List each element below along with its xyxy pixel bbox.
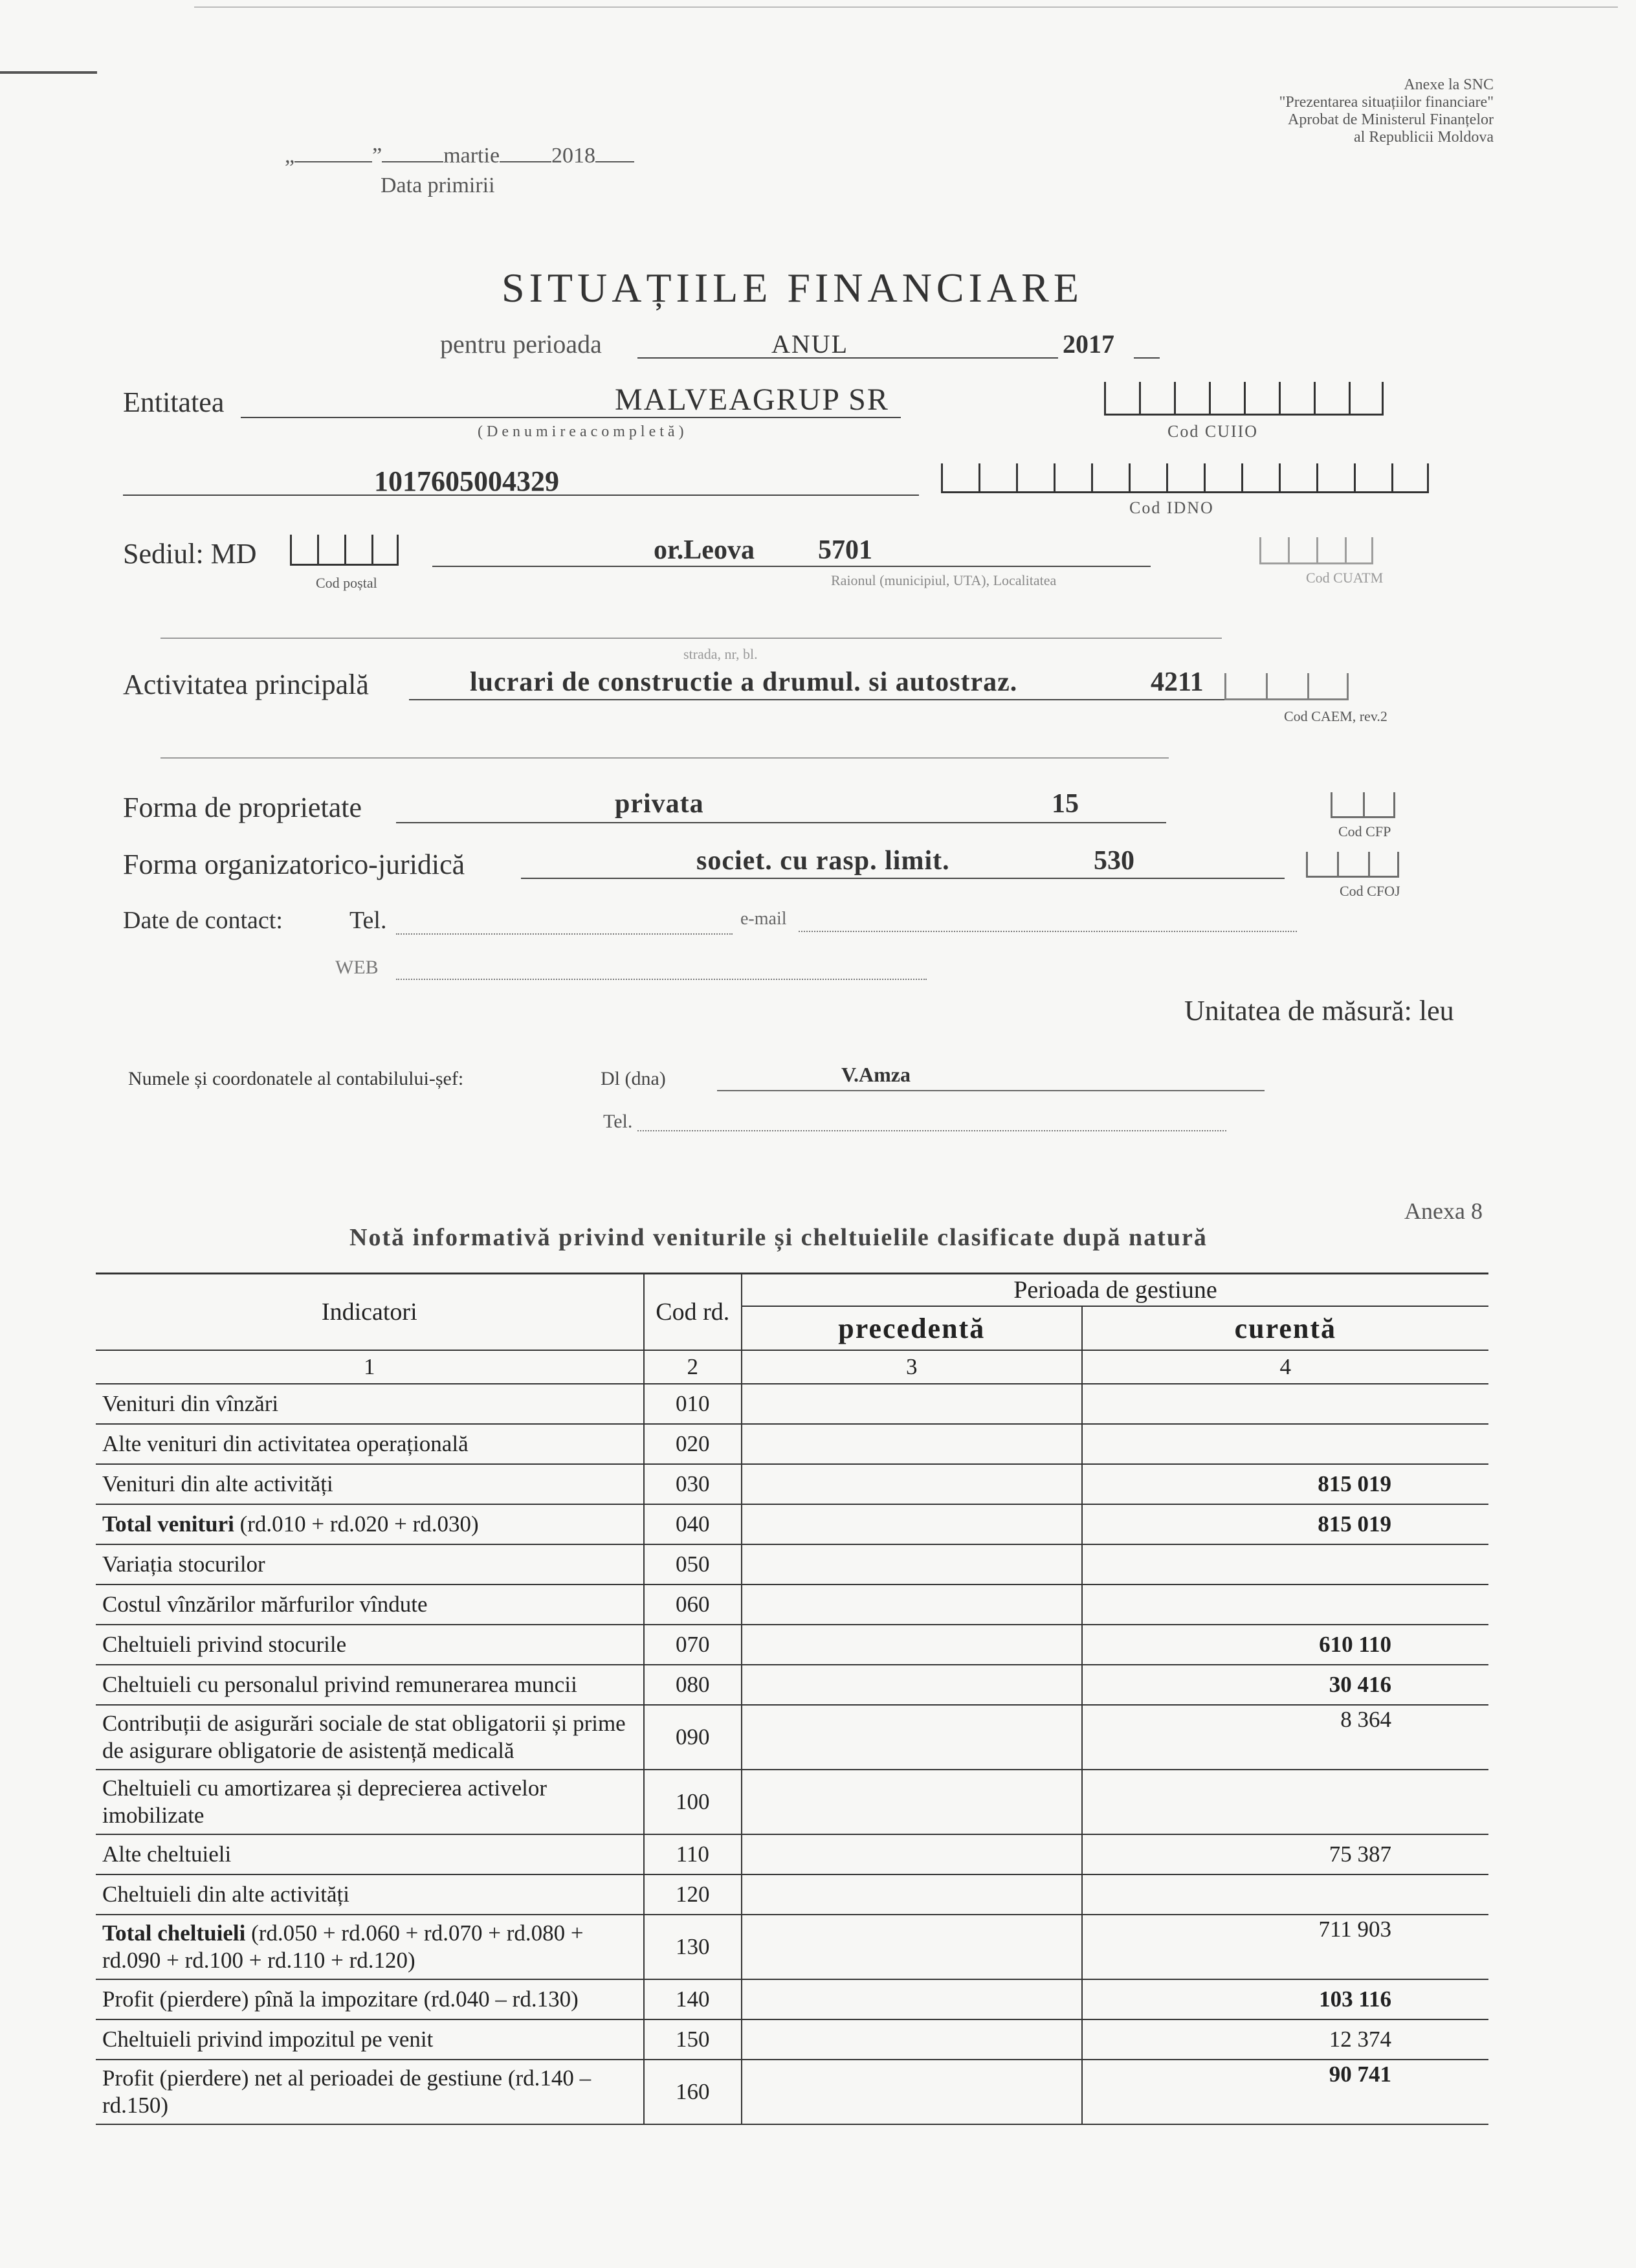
row-code: 140 [644, 1979, 742, 2019]
annex-line-2: "Prezentarea situațiilor financiare" [1279, 94, 1494, 111]
row-previous [742, 1705, 1082, 1770]
ownership-caption: Cod CFP [1338, 823, 1391, 839]
accountant-tel-label: Tel. [603, 1111, 633, 1132]
row-current: 30 416 [1082, 1665, 1488, 1705]
row-label: Cheltuieli cu amortizarea și deprecierea activelor imobilizate [96, 1770, 644, 1834]
accountant-label: Numele și coordonatele al contabilului-șef: [128, 1068, 464, 1089]
entity-name-caption: ( D e n u m i r e a c o m p l e t ă ) [478, 423, 684, 440]
receipt-label: Data primirii [381, 173, 495, 197]
table-row [96, 1424, 1488, 1464]
annex-header [1279, 76, 1494, 146]
cuiio-boxes [1104, 382, 1384, 416]
row-current: 90 741 [1082, 2060, 1488, 2124]
row-code: 060 [644, 1584, 742, 1625]
row-previous [742, 1384, 1082, 1424]
table-row [96, 1874, 1488, 1915]
row-current: 711 903 [1082, 1915, 1488, 1979]
row-current [1082, 1424, 1488, 1464]
annex-line-1: Anexe la SNC [1404, 76, 1494, 93]
seat-locality: or.Leova [654, 535, 755, 565]
contact-email-label: e-mail [740, 909, 787, 929]
table-row [96, 1665, 1488, 1705]
table-row [96, 1770, 1488, 1834]
table-row [96, 1464, 1488, 1504]
row-current: 75 387 [1082, 1834, 1488, 1874]
period-year: 2017 [1063, 329, 1114, 359]
row-label: Variația stocurilor [96, 1544, 644, 1584]
table-row [96, 1979, 1488, 2019]
row-code: 070 [644, 1625, 742, 1665]
idno-boxes [941, 463, 1429, 493]
row-code: 090 [644, 1705, 742, 1770]
legal-form-value: societ. cu rasp. limit. [696, 846, 950, 876]
receipt-date [285, 144, 634, 168]
row-code: 160 [644, 2060, 742, 2124]
row-previous [742, 1584, 1082, 1625]
row-current: 815 019 [1082, 1464, 1488, 1504]
header-n3: 3 [742, 1350, 1082, 1384]
cuiio-caption: Cod CUIIO [1167, 422, 1259, 441]
header-n1: 1 [96, 1350, 644, 1384]
row-label [96, 1504, 644, 1544]
receipt-year: 2018 [551, 144, 596, 168]
caem-boxes [1224, 673, 1349, 700]
ownership-code: 15 [1052, 789, 1079, 819]
street-caption: strada, nr, bl. [683, 646, 758, 662]
row-label: Venituri din alte activități [96, 1464, 644, 1504]
row-previous [742, 1544, 1082, 1584]
row-previous [742, 1424, 1082, 1464]
row-current: 103 116 [1082, 1979, 1488, 2019]
table-row [96, 1834, 1488, 1874]
ownership-value: privata [615, 789, 704, 819]
accountant-title-label: Dl (dna) [601, 1068, 666, 1089]
row-previous [742, 1874, 1082, 1915]
header-code: Cod rd. [644, 1274, 742, 1351]
activity-value: lucrari de constructie a drumul. si autostraz. [470, 667, 1018, 697]
row-current [1082, 1584, 1488, 1625]
contact-tel-label: Tel. [349, 907, 387, 934]
row-current [1082, 1770, 1488, 1834]
row-previous [742, 2019, 1082, 2060]
cfoj-boxes [1306, 852, 1399, 878]
row-previous [742, 1915, 1082, 1979]
table-row [96, 2060, 1488, 2124]
row-label: Cheltuieli privind impozitul pe venit [96, 2019, 644, 2060]
row-label: Profit (pierdere) pînă la impozitare (rd.040 – rd.130) [96, 1979, 644, 2019]
seat-label: Sediul: MD [123, 538, 257, 570]
row-current: 8 364 [1082, 1705, 1488, 1770]
table-row [96, 2019, 1488, 2060]
row-label: Cheltuieli privind stocurile [96, 1625, 644, 1665]
row-label-bold: Total cheltuieli [102, 1920, 246, 1946]
cfp-boxes [1331, 792, 1395, 818]
table-row [96, 1544, 1488, 1584]
legal-form-code: 530 [1094, 846, 1134, 876]
row-previous [742, 1665, 1082, 1705]
note-annex: Anexa 8 [1404, 1198, 1483, 1224]
annex-line-4: al Republicii Moldova [1354, 129, 1494, 146]
cuatm-boxes [1259, 537, 1373, 564]
receipt-month: martie [443, 144, 500, 168]
header-previous: precedentă [742, 1306, 1082, 1350]
idno-value: 1017605004329 [374, 465, 559, 497]
row-current [1082, 1544, 1488, 1584]
row-current [1082, 1384, 1488, 1424]
unit-of-measure: Unitatea de măsură: leu [1184, 995, 1454, 1027]
row-label-rest: (rd.050 + rd.060 + rd.070 + rd.080 + rd.090 + rd.100 + rd.110 + rd.120) [102, 1920, 584, 1973]
header-n2: 2 [644, 1350, 742, 1384]
header-period: Perioada de gestiune [742, 1274, 1488, 1307]
accountant-name: V.Amza [841, 1063, 911, 1086]
legal-form-caption: Cod CFOJ [1340, 883, 1400, 899]
row-label [96, 1915, 644, 1979]
row-label: Alte venituri din activitatea operațională [96, 1424, 644, 1464]
row-label: Alte cheltuieli [96, 1834, 644, 1874]
header-indicators: Indicatori [96, 1274, 644, 1351]
row-code: 130 [644, 1915, 742, 1979]
row-code: 150 [644, 2019, 742, 2060]
activity-caption: Cod CAEM, rev.2 [1284, 708, 1387, 724]
revenue-expense-table [96, 1273, 1488, 2125]
header-current: curentă [1082, 1306, 1488, 1350]
cuatm-caption: Cod CUATM [1306, 570, 1384, 586]
row-label: Contribuții de asigurări sociale de stat obligatorii și prime de asigurare obligatorie de asistență medicală [96, 1705, 644, 1770]
entity-name: MALVEAGRUP SR [615, 383, 889, 417]
row-label: Costul vînzărilor mărfurilor vîndute [96, 1584, 644, 1625]
period-value: ANUL [771, 329, 849, 359]
row-label-bold: Total venituri [102, 1511, 234, 1537]
period-label: pentru perioada [440, 329, 602, 359]
idno-caption: Cod IDNO [1129, 498, 1214, 517]
header-n4: 4 [1082, 1350, 1488, 1384]
annex-line-3: Aprobat de Ministerul Finanțelor [1288, 111, 1494, 128]
row-previous [742, 1504, 1082, 1544]
row-code: 020 [644, 1424, 742, 1464]
table-row [96, 1504, 1488, 1544]
row-label: Cheltuieli cu personalul privind remunerarea muncii [96, 1665, 644, 1705]
row-current: 12 374 [1082, 2019, 1488, 2060]
contact-label: Date de contact: [123, 907, 283, 934]
row-label: Cheltuieli din alte activități [96, 1874, 644, 1915]
row-label-rest: (rd.010 + rd.020 + rd.030) [234, 1511, 479, 1537]
postal-caption: Cod poștal [316, 575, 377, 591]
note-title: Notă informativă privind veniturile și cheltuielile clasificate după natură [349, 1224, 1208, 1251]
page-title: SITUAȚIILE FINANCIARE [502, 265, 1083, 311]
row-label: Profit (pierdere) net al perioadei de gestiune (rd.140 – rd.150) [96, 2060, 644, 2124]
row-previous [742, 1834, 1082, 1874]
row-code: 100 [644, 1770, 742, 1834]
row-code: 110 [644, 1834, 742, 1874]
data-table [96, 1273, 1488, 2125]
row-current: 610 110 [1082, 1625, 1488, 1665]
row-previous [742, 1979, 1082, 2019]
table-row [96, 1625, 1488, 1665]
entity-label: Entitatea [123, 386, 225, 418]
activity-code: 4211 [1151, 667, 1204, 697]
row-current: 815 019 [1082, 1504, 1488, 1544]
receipt-quote-open: „ [285, 144, 295, 168]
seat-locality-code: 5701 [818, 535, 872, 565]
row-code: 030 [644, 1464, 742, 1504]
table-row [96, 1705, 1488, 1770]
locality-caption: Raionul (municipiul, UTA), Localitatea [831, 572, 1057, 588]
row-code: 040 [644, 1504, 742, 1544]
row-code: 010 [644, 1384, 742, 1424]
ownership-label: Forma de proprietate [123, 792, 362, 823]
top-rule [194, 6, 1618, 8]
row-code: 080 [644, 1665, 742, 1705]
row-label: Venituri din vînzări [96, 1384, 644, 1424]
postal-code-boxes [290, 535, 399, 566]
row-code: 120 [644, 1874, 742, 1915]
row-previous [742, 2060, 1082, 2124]
receipt-quote-close: ” [372, 144, 382, 168]
table-row [96, 1915, 1488, 1979]
row-previous [742, 1625, 1082, 1665]
row-previous [742, 1464, 1082, 1504]
row-current [1082, 1874, 1488, 1915]
activity-label: Activitatea principală [123, 669, 369, 700]
corner-mark [0, 71, 97, 74]
contact-web-label: WEB [335, 957, 379, 978]
table-row [96, 1584, 1488, 1625]
table-row [96, 1384, 1488, 1424]
row-previous [742, 1770, 1082, 1834]
legal-form-label: Forma organizatorico-juridică [123, 849, 465, 880]
row-code: 050 [644, 1544, 742, 1584]
